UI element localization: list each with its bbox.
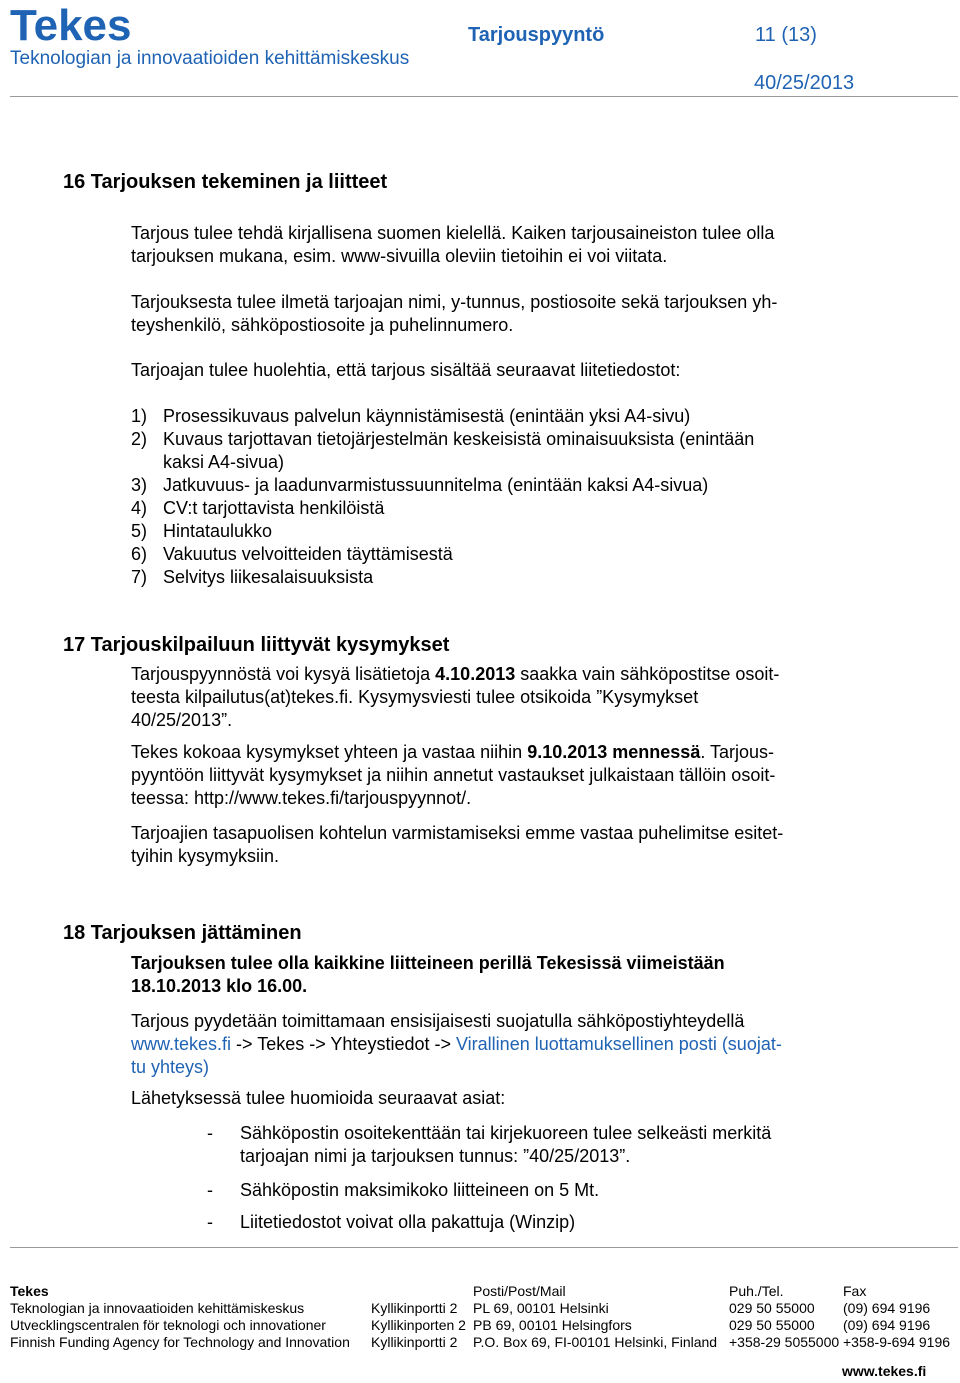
bullet-dash: - xyxy=(207,1180,213,1200)
footer-mail-header: Posti/Post/Mail xyxy=(473,1283,566,1299)
list-item: 3) Jatkuvuus- ja laadunvarmistussuunnitelma (enintään kaksi A4-sivua) xyxy=(131,475,709,495)
secure-mail-link[interactable]: Virallinen luottamuksellinen posti (suojat- xyxy=(456,1034,782,1054)
tekes-logo xyxy=(10,2,170,48)
footer-mail-en: P.O. Box 69, FI-00101 Helsinki, Finland xyxy=(473,1334,718,1350)
footer-mail-fi: PL 69, 00101 Helsinki xyxy=(473,1300,609,1316)
sec18-paragraph-1: Tarjous pyydetään toimittamaan ensisijaisesti suojatulla sähköpostiyhteydellä www.tekes.fi -> Tekes -> Yhteystiedot -> Virallinen luottamuksellinen posti (suojat- tu yhteys) xyxy=(131,1011,782,1077)
bullet-item: Sähköpostin osoitekenttään tai kirjekuoreen tulee selkeästi merkitä tarjoajan nimi ja tarjouksen tunnus: ”40/25/2013”. xyxy=(240,1123,772,1166)
sec17-paragraph-2: Tekes kokoaa kysymykset yhteen ja vastaa niihin 9.10.2013 mennessä. Tarjous- pyyntöön liittyvät kysymykset ja niihin annetut vastaukset julkaistaan tällöin osoit- teessa: http://www.tekes.fi/tarjouspyynnot/. xyxy=(131,742,776,808)
sec16-paragraph-2: Tarjouksesta tulee ilmetä tarjoajan nimi, y-tunnus, postiosoite sekä tarjouksen yh- teyshenkilö, sähköpostiosoite ja puhelinnumero. xyxy=(131,292,778,335)
list-item: 5) Hintataulukko xyxy=(131,521,273,541)
list-item: 4) CV:t tarjottavista henkilöistä xyxy=(131,498,385,518)
footer-street-fi: Kyllikinportti 2 xyxy=(371,1300,458,1316)
sec17-paragraph-1: Tarjouspyynnöstä voi kysyä lisätietoja 4.10.2013 saakka vain sähköpostitse osoit- teesta kilpailutus(at)tekes.fi. Kysymysviesti tulee otsikoida ”Kysymykset 40/25/2013”. xyxy=(131,664,780,730)
list-item-continuation: kaksi A4-sivua) xyxy=(163,452,285,472)
document-date: 40/25/2013 xyxy=(754,72,855,94)
sec16-paragraph-3: Tarjoajan tulee huolehtia, että tarjous sisältää seuraavat liitetiedostot: xyxy=(131,360,681,380)
tekes-website-link[interactable]: www.tekes.fi xyxy=(131,1034,232,1054)
footer-street-en: Kyllikinportti 2 xyxy=(371,1334,458,1350)
sec18-deadline: Tarjouksen tulee olla kaikkine liitteineen perillä Tekesissä viimeistään 18.10.2013 klo 16.00. xyxy=(131,953,725,996)
footer-name-fi: Teknologian ja innovaatioiden kehittämiskeskus xyxy=(10,1300,305,1316)
footer-mail-sv: PB 69, 00101 Helsingfors xyxy=(473,1317,632,1333)
footer-fax-fi: (09) 694 9196 xyxy=(843,1300,931,1316)
bullet-dash: - xyxy=(207,1212,213,1232)
secure-mail-link-cont[interactable]: tu yhteys) xyxy=(131,1057,210,1077)
footer-name-en: Finnish Funding Agency for Technology and Innovation xyxy=(10,1334,350,1350)
section-18-heading: 18 Tarjouksen jättäminen xyxy=(63,922,302,944)
bullet-item: Liitetiedostot voivat olla pakattuja (Winzip) xyxy=(240,1212,576,1232)
section-17-heading: 17 Tarjouskilpailuun liittyvät kysymykset xyxy=(63,634,450,656)
footer-phone-sv: 029 50 55000 xyxy=(729,1317,815,1333)
list-item: 1) Prosessikuvaus palvelun käynnistämisestä (enintään yksi A4-sivu) xyxy=(131,406,691,426)
sec18-paragraph-2: Lähetyksessä tulee huomioida seuraavat asiat: xyxy=(131,1088,506,1108)
list-item: 2) Kuvaus tarjottavan tietojärjestelmän keskeisistä ominaisuuksista (enintään xyxy=(131,429,755,449)
organization-name: Teknologian ja innovaatioiden kehittämiskeskus xyxy=(10,48,410,69)
document-title: Tarjouspyyntö xyxy=(468,24,605,46)
footer-name-sv: Utvecklingscentralen för teknologi och innovationer xyxy=(10,1317,326,1333)
footer-divider xyxy=(10,1247,958,1248)
page-number: 11 (13) xyxy=(755,24,817,46)
bullet-dash: - xyxy=(207,1123,213,1143)
footer-company: Tekes xyxy=(10,1283,49,1299)
footer-website: www.tekes.fi xyxy=(842,1363,927,1379)
footer-fax-en: +358-9-694 9196 xyxy=(843,1334,951,1350)
footer-phone-fi: 029 50 55000 xyxy=(729,1300,815,1316)
list-item: 7) Selvitys liikesalaisuuksista xyxy=(131,567,374,587)
footer-fax-header: Fax xyxy=(843,1283,867,1299)
footer-fax-sv: (09) 694 9196 xyxy=(843,1317,931,1333)
footer-street-sv: Kyllikinporten 2 xyxy=(371,1317,466,1333)
header-divider xyxy=(10,96,958,97)
bullet-item: Sähköpostin maksimikoko liitteineen on 5 Mt. xyxy=(240,1180,600,1200)
list-item: 6) Vakuutus velvoitteiden täyttämisestä xyxy=(131,544,453,564)
footer-phone-header: Puh./Tel. xyxy=(729,1283,784,1299)
footer-phone-en: +358-29 5055000 xyxy=(729,1334,840,1350)
section-16-heading: 16 Tarjouksen tekeminen ja liitteet xyxy=(63,171,388,193)
sec17-paragraph-3: Tarjoajien tasapuolisen kohtelun varmistamiseksi emme vastaa puhelimitse esitet- tyihin kysymyksiin. xyxy=(131,823,784,866)
sec16-paragraph-1: Tarjous tulee tehdä kirjallisena suomen kielellä. Kaiken tarjousaineiston tulee olla tarjouksen mukana, esim. www-sivuilla oleviin tietoihin ei voi viitata. xyxy=(131,223,775,266)
logo-text: Tekes xyxy=(10,2,132,48)
